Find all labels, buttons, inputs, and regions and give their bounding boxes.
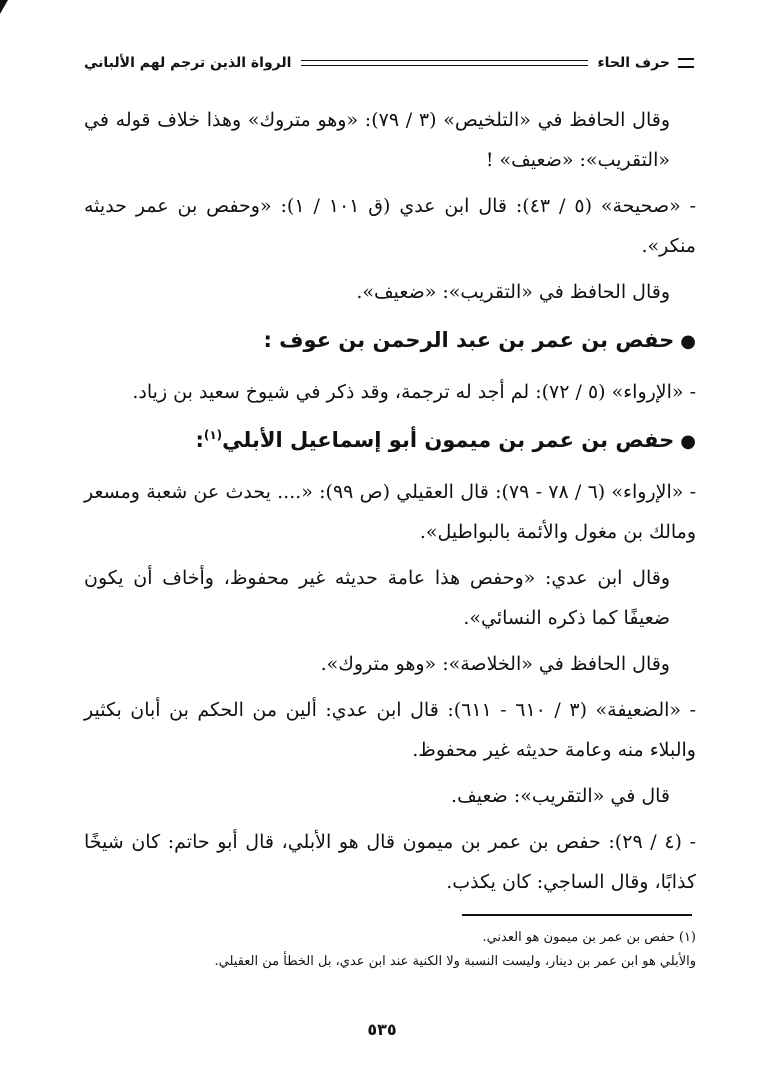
entry-heading-1 <box>84 320 696 362</box>
bullet-icon: ● <box>680 331 696 352</box>
main-text <box>84 100 696 908</box>
entry-heading-2-text: حفص بن عمر بن ميمون أبو إسماعيل الأبلي <box>222 428 675 452</box>
paragraph-6: وقال ابن عدي: «وحفص هذا عامة حديثه غير محفوظ، وأخاف أن يكون ضعيفًا كما ذكره النسائي». <box>84 567 670 629</box>
header-title: الرواة الذين ترجم لهم الألباني <box>84 55 292 71</box>
entry-heading-1-text: حفص بن عمر بن عبد الرحمن بن عوف : <box>263 328 675 352</box>
page-number: ٥٣٥ <box>367 1020 397 1039</box>
page-corner-mark <box>0 0 8 14</box>
footnote-1-continued: والأبلي هو ابن عمر بن دينار، وليست النسبة ولا الكنية عند ابن عدي، بل الخطأ من العقيلي. <box>214 954 696 969</box>
running-header <box>84 50 694 76</box>
footnotes <box>84 926 696 974</box>
paragraph-5: - «الإرواء» (٦ / ٧٨ - ٧٩): قال العقيلي (ص ٩٩): «.... يحدث عن شعبة ومسعر ومالك بن مغول والأئمة بالبواطيل». <box>84 481 697 543</box>
paragraph-1: وقال الحافظ في «التلخيص» (٣ / ٧٩): «وهو متروك» وهذا خلاف قوله في «التقريب»: «ضعيف» ! <box>84 109 671 171</box>
paragraph-7: وقال الحافظ في «الخلاصة»: «وهو متروك». <box>320 653 670 675</box>
footnote-ref: (١) <box>203 428 223 442</box>
paragraph-9: قال في «التقريب»: ضعيف. <box>451 785 670 807</box>
paragraph-2: - «صحيحة» (٥ / ٤٣): قال ابن عدي (ق ١٠١ / ١): «وحفص بن عمر حديثه منكر». <box>84 195 697 257</box>
entry-heading-2 <box>84 420 696 462</box>
bullet-icon: ● <box>680 431 696 452</box>
paragraph-3: وقال الحافظ في «التقريب»: «ضعيف». <box>356 281 670 303</box>
header-letter: حرف الحاء <box>597 55 670 71</box>
header-rule <box>301 60 587 66</box>
header-double-bar <box>678 58 694 68</box>
paragraph-4: - «الإرواء» (٥ / ٧٢): لم أجد له ترجمة، وقد ذكر في شيوخ سعيد بن زياد. <box>132 381 696 403</box>
paragraph-10: - (٤ / ٢٩): حفص بن عمر بن ميمون قال هو الأبلي، قال أبو حاتم: كان شيخًا كذابًا، وقال الساجي: كان يكذب. <box>84 831 697 893</box>
entry-heading-2-colon: : <box>195 428 204 452</box>
paragraph-8: - «الضعيفة» (٣ / ٦١٠ - ٦١١): قال ابن عدي: ألين من الحكم بن أبان بكثير والبلاء منه وعامة حديثه غير محفوظ. <box>84 699 696 761</box>
footnote-separator <box>462 914 692 916</box>
footnote-1: (١) حفص بن عمر بن ميمون هو العدني. <box>482 930 696 945</box>
